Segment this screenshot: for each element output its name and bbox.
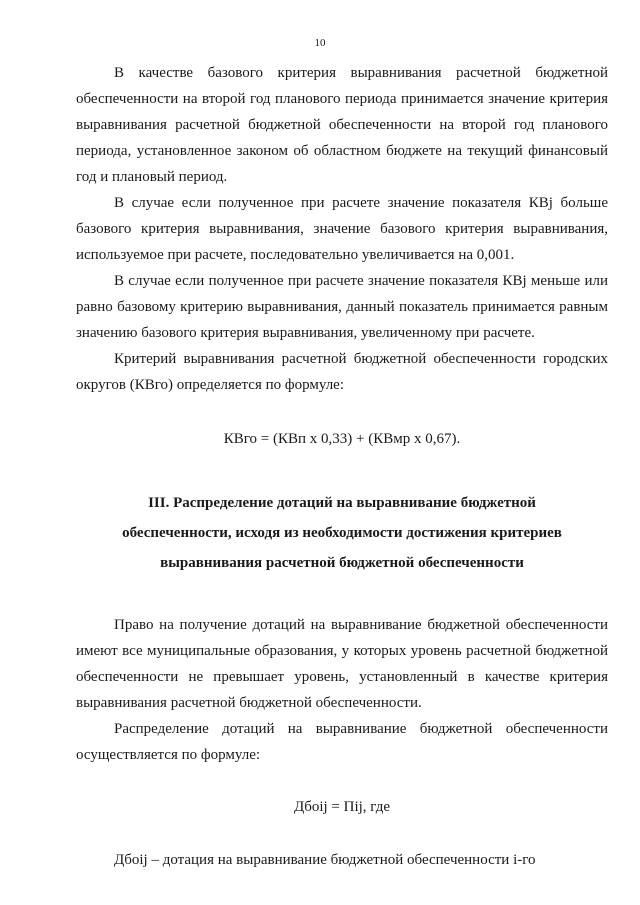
paragraph-distribution-formula-intro: Распределение дотаций на выравнивание бюджетной обеспеченности осуществляется по формуле: [76, 721, 608, 763]
page-number: 10 [314, 37, 326, 49]
section-heading-line-1: III. Распределение дотаций на выравнивание бюджетной [148, 495, 536, 511]
document-body [76, 60, 608, 873]
section-heading-line-3: выравнивания расчетной бюджетной обеспеченности [160, 555, 524, 571]
paragraph-base-criterion: В качестве базового критерия выравнивания расчетной бюджетной обеспеченности на второй год планового периода принимается значение критерия выравнивания расчетной бюджетной обеспеченности на второй год планового периода, установленное законом об областном бюджете на текущий финансовый год и плановый период. [76, 65, 608, 185]
paragraph-criterion-urban-districts: Критерий выравнивания расчетной бюджетной обеспеченности городских округов (КВго) определяется по формуле: [76, 351, 608, 393]
paragraph-dboij-definition: Дбоij – дотация на выравнивание бюджетной обеспеченности i-го [114, 852, 536, 868]
formula-kvgo: КВго = (КВп х 0,33) + (КВмр х 0,67). [223, 431, 461, 447]
section-heading-line-2: обеспеченности, исходя из необходимости достижения критериев [122, 525, 562, 541]
paragraph-right-to-grants: Право на получение дотаций на выравнивание бюджетной обеспеченности имеют все муниципальные образования, у которых уровень расчетной бюджетной обеспеченности не превышает уровень, установленный в качестве критерия выравнивания расчетной бюджетной обеспеченности. [76, 617, 608, 711]
section-heading [76, 488, 608, 578]
paragraph-kvj-greater: В случае если полученное при расчете значение показателя КВj больше базового критерия выравнивания, значение базового критерия выравнивания, используемое при расчете, последовательно увеличивается на 0,001. [76, 195, 608, 263]
paragraph-kvj-less-or-equal: В случае если полученное при расчете значение показателя КВj меньше или равно базовому критерию выравнивания, данный показатель принимается равным значению базового критерия выравнивания, увеличенному при расчете. [76, 273, 608, 341]
formula-dboij: Дбоij = Пij, где [293, 799, 391, 815]
